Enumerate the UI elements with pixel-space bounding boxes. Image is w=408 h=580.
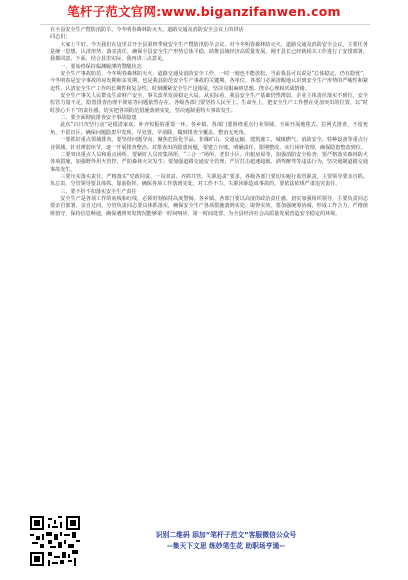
section-heading: 一、要始终保持临渊履薄的警醒状态 (60, 63, 142, 70)
paragraph: 一要抓好重点领域排查。要坚持问题导向，聚焦危险化学品、非煤矿山、交通运输、建筑施工、城镇燃气、消防安全、特种设备等重点行业领域，针对薄弱环节，逐一开展排查整治。对排查出的隐患问题，要建立台账、明确责任、限期整改，实行闭环管理，确保隐患整改到位。 (50, 137, 368, 151)
footer (30, 516, 350, 572)
document-title: 在全县安全生产暨防汛防旱、今冬明春森林防灭火、道路交通及消防安全会议上的讲话 (50, 27, 244, 33)
document-body (50, 27, 368, 218)
footer-line-qr-instruction: 识别二维码 添加“笔杆子范文”客服微信公众号 (155, 531, 297, 539)
footer-text (86, 530, 366, 552)
paragraph: 此次“百日攻坚行动”是摸清家底、补齐短板的重要一环。各乡镇、各部门要围绕重点行业领域，全面开展地毯式、拉网式排查，不留死角、不留盲区，确保问题隐患早发现、早处置、早消除，做到排查全覆盖、整治无死角。 (50, 122, 368, 136)
paragraph: 安全生产事关人民群众生命财产安全，事关改革发展稳定大局。从实际看，我县安全生产基础仍然薄弱，企业主体责任落实不到位，安全监管力量不足，隐患排查治理不彻底等问题依然存在。各级各部门要坚持人民至上、生命至上，把安全生产工作摆在更加突出的位置，以“时时放心不下”的责任感，切实把各项防范措施落到实处，坚决遏制重特大事故发生。 (50, 93, 368, 114)
paragraph: 二要突出重点人员和重点场所。要紧盯人员密集场所、“三合一”场所、老旧小区、出租房屋等，加强消防安全检查；要严格落实森林防火各项措施，加强野外用火管控，严防森林火灾发生；要加强道路交通安全管理，严厉打击超速超载、酒驾醉驾等违法行为，坚决遏制道路交通事故发生。 (50, 151, 368, 173)
footer-line-slogan: --集天下文思 练妙笔生花 助职场亨通-- (167, 542, 285, 550)
paragraph: 安全生产事故防范、今冬明春森林防灭火、道路交通及消防安全工作，一时一刻也不能放松。当前我县可以说是“总体稳定、仍有隐忧”，今冬明春是安全事故的易发期和多发期，也是我县防范安全生产事故的关键期。各单位、各部门必须清醒地认识到安全生产形势的严峻性和紧迫性，认清安全生产工作的长期性和复杂性，时刻绷紧安全生产这根弦，坚决克服麻痹思想、侥幸心理和厌战情绪。 (50, 71, 368, 92)
paragraph: 三要压实落实责任。严格落实“党政同责、一岗双责、齐抓共管、失职追责”要求，各级各部门要切实履行监管职责，主要领导要亲自抓、负总责，分管领导要具体抓、靠前指挥，确保各项工作落到实处。对工作不力、失职渎职造成事故的，要依法依规严肃追究责任。 (50, 173, 368, 188)
header-divider (40, 24, 370, 25)
section-heading: 三、要不折不扣落实安全生产责任 (60, 188, 137, 195)
qr-code-icon[interactable] (30, 516, 80, 566)
site-title: 笔杆子范文官网:www.biganzifanwen.com (67, 4, 341, 19)
paragraph: 安全生产是各项工作的底线和红线，必须时刻保持高度警惕。各乡镇、各部门要以高度的政治责任感，切实加强组织领导，主要负责同志要亲自部署、亲自过问，分管负责同志要具体抓落实，确保安全生产各项措施落到实处、取得实效。要加强统筹协调，形成工作合力，严格值班值守，保持信息畅通，确保遇到突发情况能够第一时间响应、第一时间处置，为全县经济社会高质量发展营造安全稳定的环境。 (50, 195, 368, 217)
site-header (0, 0, 408, 22)
paragraph: 大家上午好。今天我们在这里召开全县第四季度安全生产暨防汛防旱会议，对今冬明春森林防灭火、道路交通及消防安全会议，主要任务是统一思想、认清形势、落实责任，确保全县安全生产形势总体平稳，助推县域经济高质量发展。刚才县长已经就相关工作进行了安排部署，我都同意。下面，结合县里实际，我再讲三点意见。 (50, 41, 368, 63)
section-heading: 二、要全面彻底排查安全事故隐患 (60, 115, 137, 122)
salutation: 同志们： (50, 34, 71, 41)
